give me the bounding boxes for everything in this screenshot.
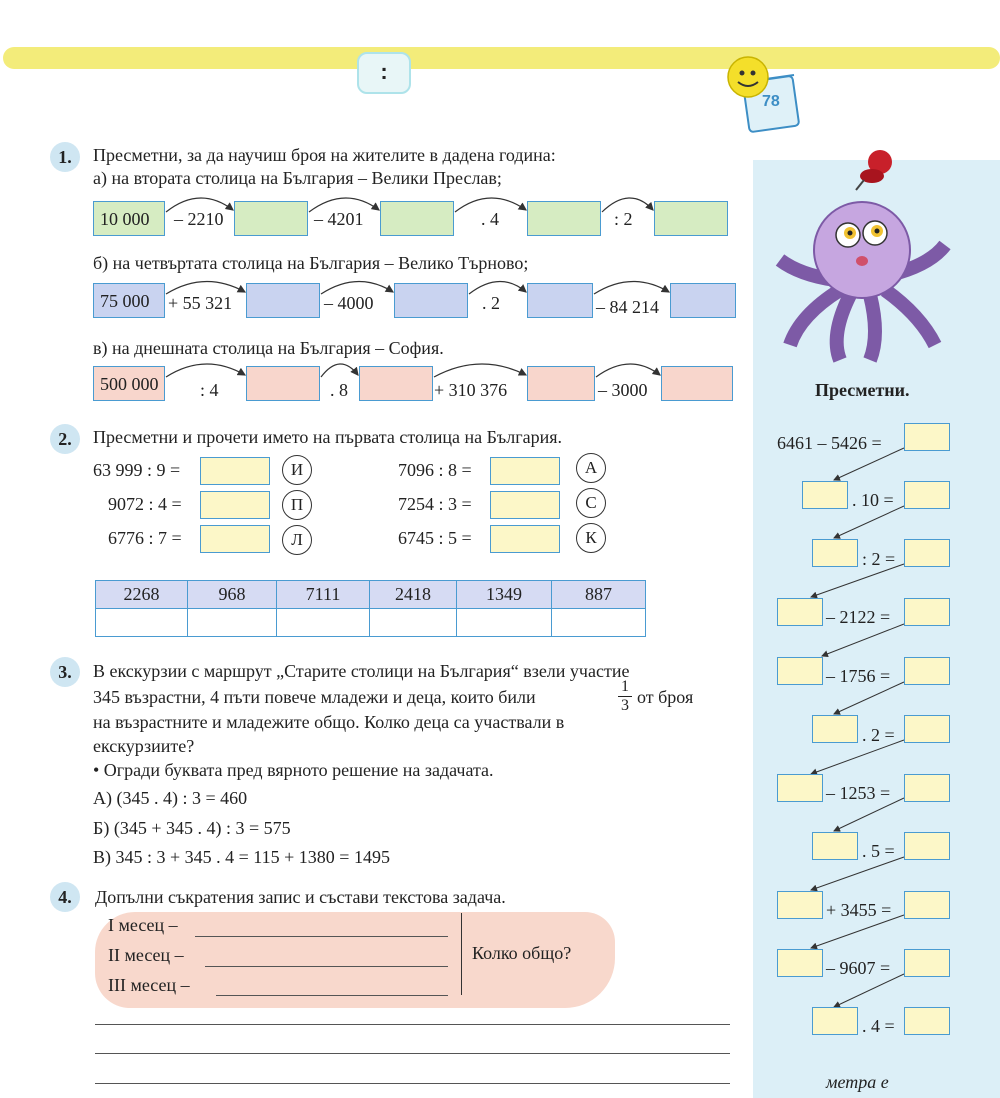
sidebar-op: : 2 = (862, 549, 896, 569)
chain-b-start: 75 000 (93, 283, 165, 318)
sidebar-footer-text: метра е (826, 1072, 889, 1092)
sidebar-answer-box[interactable] (904, 715, 950, 743)
letter-circle: П (282, 490, 312, 520)
table-cell: 887 (552, 581, 646, 609)
writing-line[interactable] (95, 1024, 730, 1025)
sidebar-answer-box[interactable] (904, 539, 950, 567)
letter-circle: А (576, 453, 606, 483)
fraction-numerator: 1 (618, 678, 632, 697)
chain-a-op: : 2 (614, 209, 633, 229)
table-header-row (96, 581, 646, 609)
sidebar-answer-box[interactable] (904, 481, 950, 509)
task-number: 3. (50, 657, 80, 687)
letter-answer-cell[interactable] (552, 609, 646, 637)
task2-instruction: Пресметни и прочети името на първата столица на България. (93, 427, 562, 447)
sidebar-op: – 9607 = (826, 958, 891, 978)
chain-c-start: 500 000 (93, 366, 165, 401)
task1-instruction: Пресметни, за да научиш броя на жителите в дадена година: (93, 145, 556, 165)
solution-option[interactable]: В) 345 : 3 + 345 . 4 = 115 + 1380 = 1495 (93, 847, 390, 867)
chain-b-op: . 2 (482, 293, 500, 313)
division-expression: 63 999 : 9 = (93, 460, 181, 480)
sidebar-input-box[interactable] (777, 891, 823, 919)
letter-answer-cell[interactable] (457, 609, 552, 637)
task3-text: екскурзиите? (93, 736, 195, 756)
sidebar-op: . 5 = (862, 841, 895, 861)
sidebar-input-box[interactable] (812, 539, 858, 567)
division-answer-box[interactable] (200, 457, 270, 485)
letter-answer-cell[interactable] (370, 609, 457, 637)
sidebar-input-box[interactable] (802, 481, 848, 509)
task1-a-label: а) на втората столица на България – Велики Преслав; (93, 168, 502, 188)
division-expression: 9072 : 4 = (108, 494, 182, 514)
sidebar-answer-box[interactable] (904, 949, 950, 977)
division-answer-box[interactable] (490, 491, 560, 519)
sidebar-op: – 2122 = (826, 607, 891, 627)
table-cell: 1349 (457, 581, 552, 609)
letter-circle: К (576, 523, 606, 553)
writing-line[interactable] (95, 1083, 730, 1084)
task1-b-label: б) на четвъртата столица на България – Велико Търново; (93, 253, 529, 273)
task1-c-label: в) на днешната столица на България – София. (93, 338, 444, 358)
sidebar-input-box[interactable] (777, 774, 823, 802)
sidebar-input-box[interactable] (812, 832, 858, 860)
solution-option[interactable]: А) (345 . 4) : 3 = 460 (93, 788, 248, 808)
letter-answer-cell[interactable] (188, 609, 277, 637)
table-cell: 968 (188, 581, 277, 609)
chain-a-op: – 4201 (314, 209, 364, 229)
solution-option[interactable]: Б) (345 + 345 . 4) : 3 = 575 (93, 818, 291, 838)
table-answer-row (96, 609, 646, 637)
sidebar-input-box[interactable] (812, 1007, 858, 1035)
chain-b-op: – 4000 (324, 293, 374, 313)
chain-c-op: : 4 (200, 380, 219, 400)
chain-b-op: – 84 214 (596, 297, 659, 317)
table-cell: 7111 (277, 581, 370, 609)
sidebar-input-box[interactable] (777, 949, 823, 977)
task4-instruction: Допълни съкратения запис и състави текстова задача. (95, 887, 506, 907)
month-blank[interactable] (205, 966, 448, 967)
table-cell: 2268 (96, 581, 188, 609)
sidebar-start-expression: 6461 – 5426 = (777, 433, 882, 453)
letter-circle: С (576, 488, 606, 518)
answer-table (95, 580, 646, 637)
chain-c-op: – 3000 (598, 380, 648, 400)
month-blank[interactable] (195, 936, 448, 937)
sidebar-title: Пресметни. (815, 380, 910, 400)
letter-circle: И (282, 455, 312, 485)
division-answer-box[interactable] (200, 491, 270, 519)
month-blank[interactable] (216, 995, 448, 996)
sidebar-op: . 2 = (862, 725, 895, 745)
task-number: 4. (50, 882, 80, 912)
task3-text: на възрастните и младежите общо. Колко деца са участвали в (93, 712, 565, 732)
sidebar-answer-box[interactable] (904, 423, 950, 451)
task3-bullet: • Огради буквата пред вярното решение на задачата. (93, 760, 494, 780)
sidebar-answer-box[interactable] (904, 598, 950, 626)
chain-c-op: + 310 376 (434, 380, 508, 400)
sidebar-answer-box[interactable] (904, 657, 950, 685)
total-question: Колко общо? (472, 943, 572, 963)
sidebar-answer-box[interactable] (904, 832, 950, 860)
task-number: 1. (50, 142, 80, 172)
fraction-one-third (618, 678, 632, 715)
division-expression: 7096 : 8 = (398, 460, 472, 480)
chain-c-op: . 8 (330, 380, 348, 400)
writing-line[interactable] (95, 1053, 730, 1054)
division-expression: 7254 : 3 = (398, 494, 472, 514)
letter-circle: Л (282, 525, 312, 555)
chain-a-start: 10 000 (93, 201, 165, 236)
operation-symbol: : (357, 52, 411, 94)
division-answer-box[interactable] (490, 457, 560, 485)
sidebar-input-box[interactable] (812, 715, 858, 743)
division-expression: 6745 : 5 = (398, 528, 472, 548)
page-number: 78 (762, 93, 780, 110)
month-label: I месец – (108, 915, 178, 935)
chain-a-op: – 2210 (174, 209, 224, 229)
division-answer-box[interactable] (490, 525, 560, 553)
sidebar-op: . 10 = (852, 490, 894, 510)
sidebar-input-box[interactable] (777, 598, 823, 626)
chain-a-op: . 4 (481, 209, 499, 229)
chain-b-op: + 55 321 (168, 293, 233, 313)
sidebar-answer-box[interactable] (904, 891, 950, 919)
task-number: 2. (50, 424, 80, 454)
sidebar-input-box[interactable] (777, 657, 823, 685)
task3-text: 345 възрастни, 4 пъти повече младежи и деца, които били (93, 687, 536, 707)
letter-answer-cell[interactable] (277, 609, 370, 637)
month-label: III месец – (108, 975, 190, 995)
division-expression: 6776 : 7 = (108, 528, 182, 548)
sidebar-answer-box[interactable] (904, 774, 950, 802)
sidebar-op: + 3455 = (826, 900, 892, 920)
task3-text: от броя (637, 687, 694, 707)
sidebar-op: . 4 = (862, 1016, 895, 1036)
brace-divider (461, 913, 462, 995)
sidebar-answer-box[interactable] (904, 1007, 950, 1035)
task3-text: В екскурзии с маршрут „Старите столици на България“ взели участие (93, 661, 630, 681)
letter-answer-cell[interactable] (96, 609, 188, 637)
sidebar-op: – 1756 = (826, 666, 891, 686)
fraction-denominator: 3 (621, 697, 629, 714)
table-cell: 2418 (370, 581, 457, 609)
month-label: II месец – (108, 945, 184, 965)
sidebar-op: – 1253 = (826, 783, 891, 803)
division-answer-box[interactable] (200, 525, 270, 553)
